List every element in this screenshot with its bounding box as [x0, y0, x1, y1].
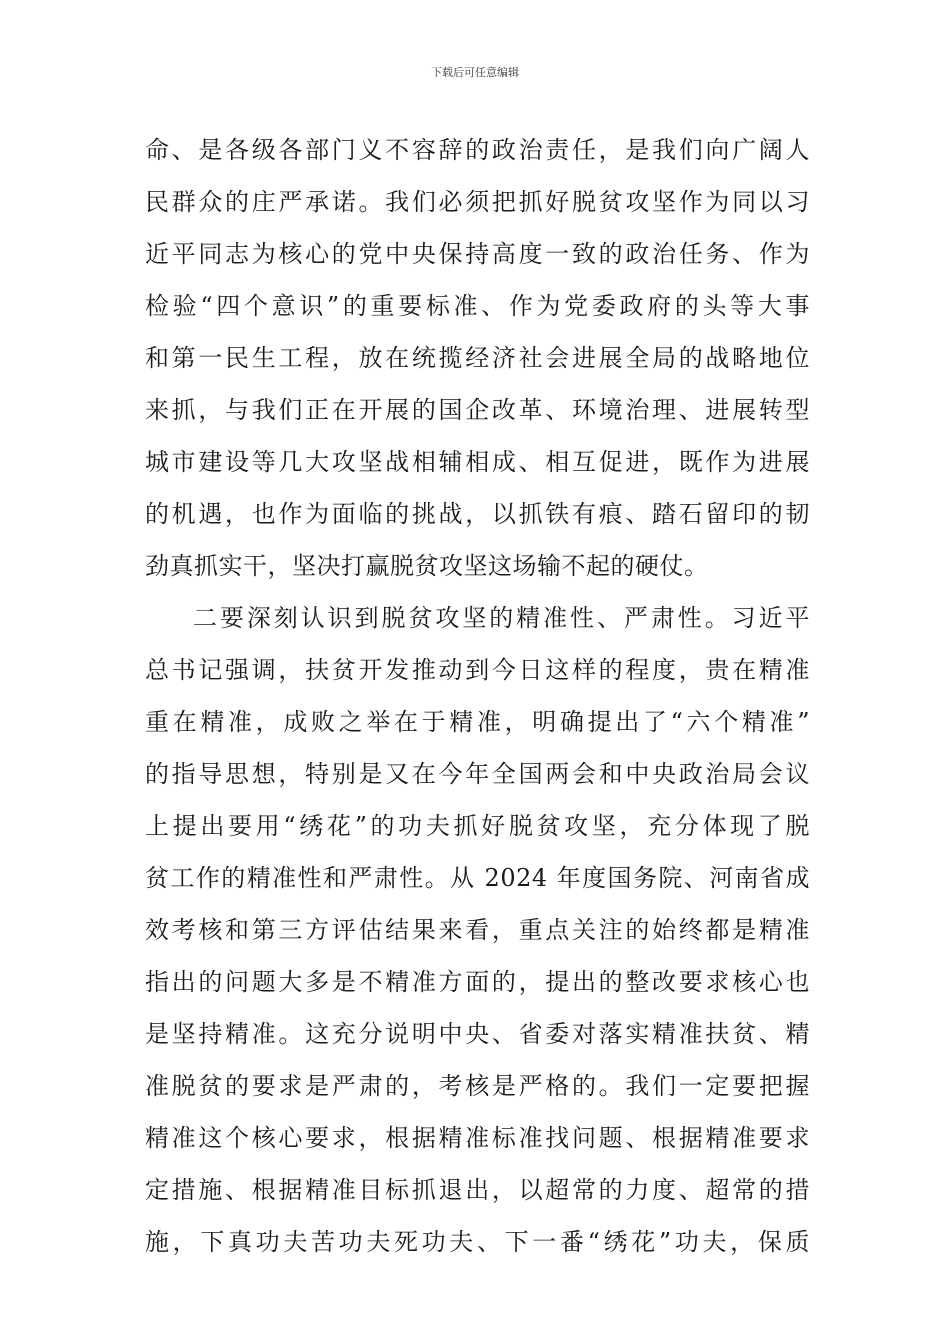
text-line: 定措施、根据精准目标抓退出，以超常的力度、超常的措 — [145, 1176, 810, 1204]
text-line: 施，下真功夫苦功夫死功夫、下一番“绣花”功夫，保质 — [145, 1228, 810, 1256]
text-line: 检验“四个意识”的重要标准、作为党委政府的头等大事 — [145, 292, 810, 320]
text-line: 劲真抓实干，坚决打赢脱贫攻坚这场输不起的硬仗。 — [145, 552, 709, 580]
text-line: 重在精准，成败之举在于精准，明确提出了“六个精准” — [145, 708, 810, 736]
text-line: 是坚持精准。这充分说明中央、省委对落实精准扶贫、精 — [145, 1020, 810, 1048]
text-line: 上提出要用“绣花”的功夫抓好脱贫攻坚，充分体现了脱 — [145, 812, 810, 840]
text-line: 精准这个核心要求，根据精准标准找问题、根据精准要求 — [145, 1124, 810, 1152]
text-line: 的机遇，也作为面临的挑战，以抓铁有痕、踏石留印的韧 — [145, 500, 810, 528]
paragraph-2 — [145, 592, 810, 1268]
text-line: 指出的问题大多是不精准方面的，提出的整改要求核心也 — [145, 968, 810, 996]
text-line: 贫工作的精准性和严肃性。从 2024 年度国务院、河南省成 — [145, 864, 810, 892]
text-line: 民群众的庄严承诺。我们必须把抓好脱贫攻坚作为同以习 — [145, 188, 810, 216]
text-line: 的指导思想，特别是又在今年全国两会和中央政治局会议 — [145, 760, 810, 788]
text-line: 效考核和第三方评估结果来看，重点关注的始终都是精准 — [145, 916, 810, 944]
text-line: 和第一民生工程，放在统揽经济社会进展全局的战略地位 — [145, 344, 810, 372]
text-line: 近平同志为核心的党中央保持高度一致的政治任务、作为 — [145, 240, 810, 268]
page-header: 下载后可任意编辑 — [431, 66, 519, 79]
text-line: 城市建设等几大攻坚战相辅相成、相互促进，既作为进展 — [145, 448, 810, 476]
text-line: 准脱贫的要求是严肃的，考核是严格的。我们一定要把握 — [145, 1072, 810, 1100]
text-line: 命、是各级各部门义不容辞的政治责任，是我们向广阔人 — [145, 136, 810, 164]
document-body — [145, 124, 810, 1268]
text-line: 来抓，与我们正在开展的国企改革、环境治理、进展转型 — [145, 396, 810, 424]
text-line: 总书记强调，扶贫开发推动到今日这样的程度，贵在精准 — [145, 656, 810, 684]
text-line: 二要深刻认识到脱贫攻坚的精准性、严肃性。习近平 — [193, 604, 810, 632]
paragraph-1 — [145, 124, 810, 592]
